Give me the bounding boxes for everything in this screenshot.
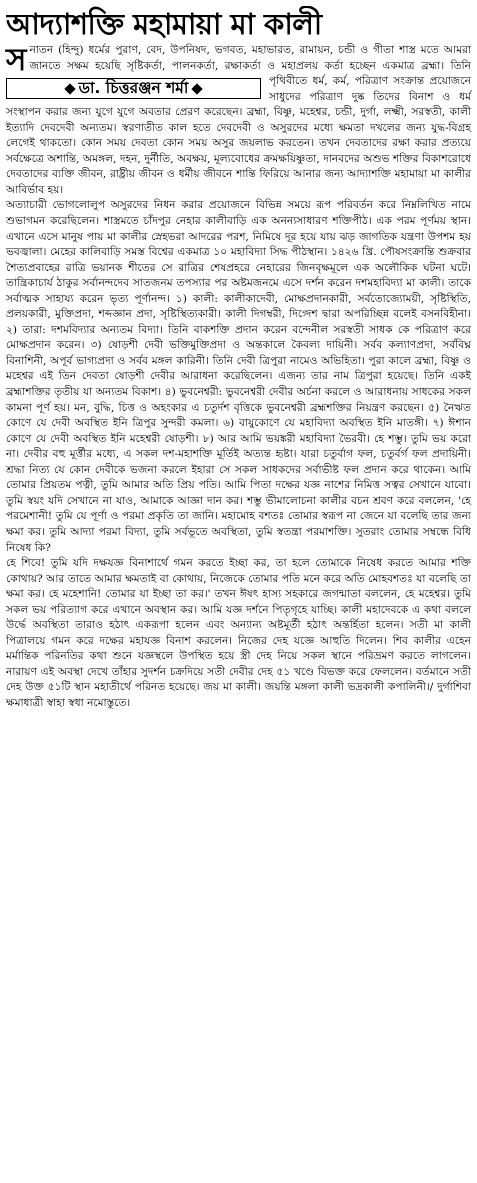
body-paragraph-3: হে শিবে! তুমি যদি দক্ষযজ্ঞ বিনাশার্থে গমন করতে ইচ্ছা কর, তা হলে তোমাকে নিষেধ করতে আমার শক্তি কোথায়? আর তাতে আমার ক্ষমতাই বা কোথায়, নিজেকে তোমার পতি মনে করে অতি মোহবশতঃ যা বলেছি তা ক্ষমা কর। হে মহেশানি! তোমার যা ইচ্ছা তা কর।' তখন ঈষৎ হাস্য সহকারে জগন্মাতা বললেন, হে মহেশ্বর। তুমি সকল ভয় পরিত্যাগ করে এখানে অবস্থান কর। আমি যজ্ঞ দর্শনে পিতৃগৃহে যাচ্ছি। কালী মহাদেবকে এ কথা বললে উর্দ্ধে অবস্থিতা তারাও হঠাৎ একরূপা হলেন এবং অন্যান্য অষ্টমূর্তী হঠাৎ অন্তর্হিতা হলেন। সতী মা কালী পিত্রালয়ে গমন করে দক্ষের মহাযজ্ঞ বিনাশ করলেন। নিজের দেহ যজ্ঞে আহুতি দিলেন। শিব কালীর এহেন মর্মান্তিক পরিনতির কথা শুনে যজ্ঞস্থলে উপস্থিত হয়ে স্ত্রী দেহ নিয়ে সকল স্থানে পরিভ্রমণ করতে লাগলেন। নারায়ণ এই অবস্থা দেখে তাঁহার সুদর্শন চক্রদিয়ে সতী দেবীর দেহ ৫১ খণ্ডে বিভক্ত করে ফেললেন। বর্তমানে সতী দেহ উক্ত ৫১টি স্থান মহাতীর্থে পরিনত হয়েছে। জয় মা কালী। জয়ন্তি মঙ্গলা কালী ভদ্রকালী কপালিনী।/ দুর্গাশিবা ক্ষমাধাত্রী স্বাহা স্বধা নমোস্তুতে। bbox=[6, 557, 471, 709]
article-title: আদ্যাশক্তি মহামায়া মা কালী bbox=[6, 7, 322, 41]
diamond-bullet-icon bbox=[64, 83, 75, 94]
diamond-bullet-icon bbox=[192, 83, 203, 94]
intro-paragraph: নাতন (হিন্দু) ধর্মের পুরাণ, বেদ, উপনিষদ, ভগবত, মহাভারত, রামায়ন, চন্ডী ও গীতা শাস্ত্র মতে আমরা জানতে সক্ষম হয়েছি সৃষ্টিকর্তা, পালনকর্তা, রক্ষাকর্তা ও মহাপ্রলয় কর্তা হচ্ছেন একমাত্র ব্রহ্মা। তিনি পৃথিবীতে ধর্ম, কর্ম, পরিত্রাণ সংক্রান্ত প্রয়োজনে সাধুদের পরিত্রাণ দুষ্ক তিদের বিনাশ ও ধর্ম সংস্থাপন করার জন্য যুগে যুগে অবতার প্রেরণ করেছেন। ব্রহ্মা, বিষ্ণু, মহেশ্বর, চন্ডী, দুর্গা, লক্ষ্মী, সরস্বতী, কালী ইত্যাদি দেবদেবী অন্যতম। স্বরণাতীত কাল হতে দেবদেবী ও অসুরদের মধ্যে ক্ষমতা দখলের জন্য যুদ্ধ-বিগ্রহ লেগেই থাকতো। কোন সময় দেবতা কোন সময় অসুর জয়লাভ করতেন। তখন দেবতাদের রক্ষা করার প্রত্যয়ে সর্বক্ষেত্রে অশান্তি, অমঙ্গল, দহন, দুর্নীতি, অবক্ষয়, মূল্যবোধের ক্রমক্ষয়িষ্ণুতা, দানবদের অশুভ শক্তির বিকাশরোধে দেবতাদের ব্যক্তি জীবন, রাষ্ট্রীয় জীবন ও ধর্মীয় জীবনে শান্তি ফিরিয়ে আনার জন্য আদ্যাশক্তি মহামায়া মা কালীর আবির্ভাব হয়। bbox=[6, 44, 471, 196]
author-name: ডা. চিত্তরঞ্জন শর্মা bbox=[78, 78, 189, 97]
article-intro bbox=[6, 43, 471, 198]
body-paragraph-2: অত্যাচারী ভোগলোলুপ অসুরদের নিধন করার প্রয়োজনে বিভিন্ন সময়ে রূপ পরিবর্তন করে নিম্নলিখিত নামে শুভাগমন করেছিলেন। শাস্ত্রমতে চাঁদপুর নেহার কালীবাড়ি এক অনন্যসাধারণ শক্তিপীঠ। এক পরম পূর্ণময় স্থান। এখানে এসে মানুষ পায় মা কালীর স্নেহভরা আদরের পরশ, নিমিষে দূর হয়ে যায় ঝড় জাগতিক যন্ত্রণা উপশম হয় ভবজ্বালা। মেহের কালিবাড়ি সমস্ত বিশ্বের একমাত্র ১০ মহাবিদ্যা সিদ্ধ পীঠস্থান। ১৪২৬ খ্রি. পৌষসংক্রান্তি শুক্রবার শৈত্যপ্রবাহের রাত্রি ভয়ানক শীতের সে রাত্রির শেষপ্রহরে নেহারের জিনবৃক্ষমূলে এক অলৌকিক ঘটনা ঘটে। তান্ত্রিকাচার্য ঠাকুর সর্বানন্দদেব সাতজনম তপস্যার পর অষ্টমজনমে এসে দর্শন করেন দশমহাবিদ্যা মা কালী। তাকে সর্বাত্মক সাহায্য করেন ভৃত্য পূর্ণানন্দ। ১) কালী: কালীকাদেবী, মোক্ষপ্রদানকারী, সর্বতোজ্যোময়ী, সৃষ্টিস্থিতি, প্রলয়কারী, মুক্তিপ্রদা, শব্দজ্ঞান প্রদা, সৃষ্টিস্থিত্যকারী। কালী দিগম্বরী, দিগ্দেশ দ্বারা অপরিচ্ছিন্ন বলেই বসনবিহীনা। ২) তারা: দশমবিদ্যার অন্যতম বিদ্যা। তিনি বাকশক্তি প্রদান করেন বন্দেনীল সরস্বতী সাধক কে পরিত্রাণ করে মোক্ষপ্রদান করেন। ৩) ষোড়শী দেবী ভক্তিমুক্তিপ্রদা ও অন্তকালে কৈবল্য দায়িনী। সর্বব কল্যাণপ্রদা, সর্ববিঘ্ন বিনাশিনী, অপূর্ব ভাগ্যপ্রদা ও সর্বব মঙ্গল কারিনী। তিনি দেবী ত্রিপুরা নামেও অভিহিতা। পুরা কালে ব্রহ্মা, বিষ্ণু ও মহেশ্বর এই তিন দেবতা ষোড়শী দেবীর আরাধনা করেছিলেন। এজন্য তার নাম ত্রিপুরা হয়েছে। তিনি একই ব্রহ্মাশক্তির তৃতীয় যা অন্যতম বিকাশ। ৪) ভুবনেশ্বরী: ভুবনেশ্বরী দেবীর অর্চনা করলে ও আরাধনায় সাধকের সকল কামনা পূর্ণ হয়। মন, বুদ্ধি, চিত্ত ও অহংকার এ চতুর্দশ বৃত্তিকে ভুবনেশ্বরী ব্রহ্মশক্তির নিয়ন্ত্রণ করছেন। ৫) নৈঋত কোণে যে দেবী অবস্থিত ইনি ত্রিপুর সুন্দরী কমলা। ৬) বায়ুকোণে যে মহাবিদ্যা অবস্থিত ইনি মাতঙ্গী। ৭) ঈশান কোণে যে দেবী অবস্থিত ইনি মহেশ্বরী ষোড়শী। ৮) আর আমি ভয়ঙ্করী মহাবিদ্যা ভৈরবী। হে শম্ভু। তুমি ভয় করো না। দেবীর বহু মূর্ত্তীর মধ্যে, এ সকল দশ-মহাশক্তি মূর্তিই অত্যন্ত হৃষ্টা। যারা চতুর্বাগ ফল, চতুর্বর্গ ফল প্রদায়িনী। শ্রদ্ধা নিত্য যে কোন দেবীকে ভজনা করলে ইহারা সে সকল সাধকদের সর্বাভীষ্ট ফল প্রদান করে থাকেন। আমি তোমার প্রিয়তম পত্নী, তুমি আমার অতি প্রিয় পতি। আমি পিতা দক্ষের যজ্ঞ নাশের নিমিত্ত সত্বর সেখানে যাবো। তুমি স্বয়ং যদি সেখানে না যাও, আমাকে আজ্ঞা দান কর। শম্ভু ভীমালোচনা কালীর বচন শ্রবণ করে বললেন, 'হে পরমেশানী! তুমি যে পূর্ণা ও পরমা প্রকৃতি তা জানি। মহামোহ বশতঃ তোমার স্বরূপ না জেনে যা বলেছি তার জন্য ক্ষমা কর। তুমি আদ্যা পরমা বিদ্যা, তুমি সর্বভূতে অবস্থিতা, তুমি স্বতন্ত্রা পরমাশক্তি। সুতরাং তোমার সম্বন্ধে বিধি নিষেধ কি? bbox=[6, 199, 471, 554]
drop-cap: স bbox=[6, 42, 27, 78]
author-byline-box bbox=[6, 78, 261, 99]
